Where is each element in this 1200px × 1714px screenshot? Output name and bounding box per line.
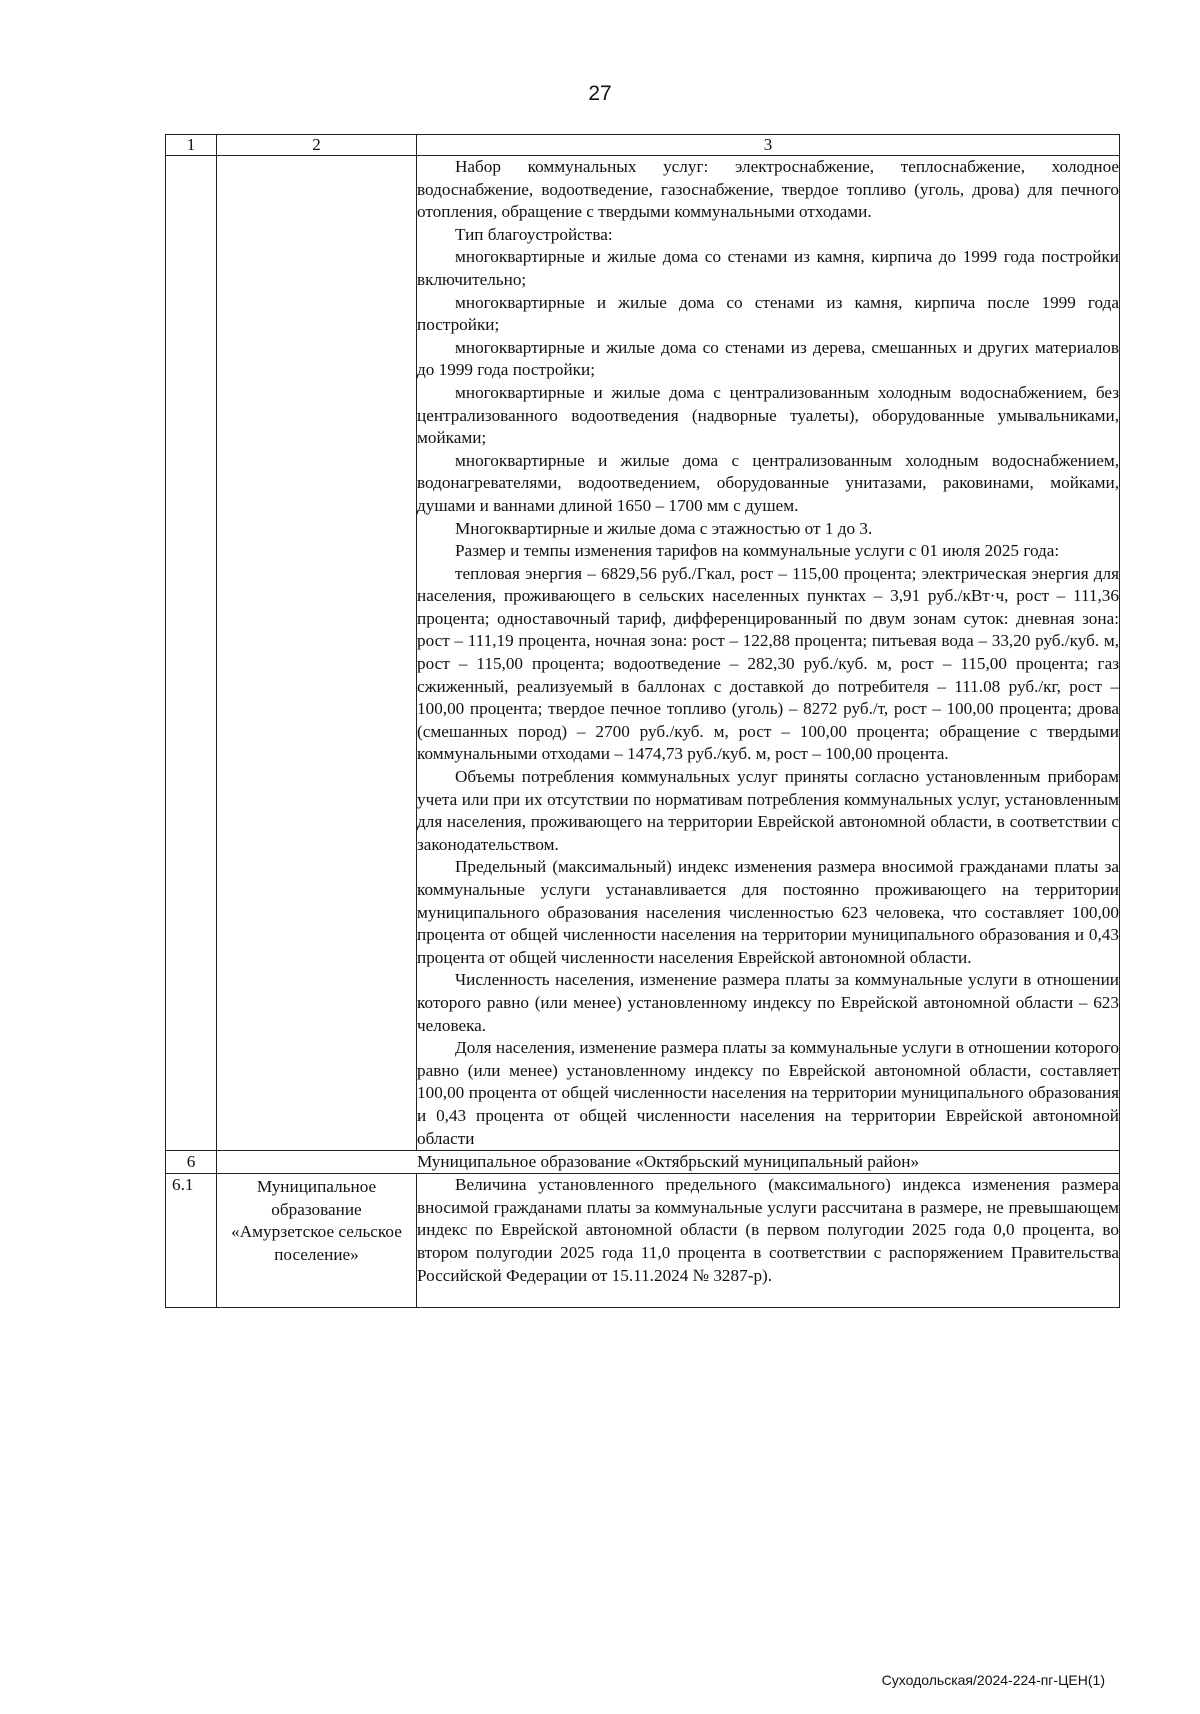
paragraph-consumption-volumes: Объемы потребления коммунальных услуг приняты согласно установленным приборам учета или при их отсутствии по нормативам потребления коммунальных услуг, установленным для населения, проживающего на территории Еврейской автономной области, в соответствии с законодательством. [417,767,1119,854]
paragraph-index-value: Величина установленного предельного (максимального) индекса изменения размера вносимой гражданами платы за коммунальные услуги рассчитана в размере, не превышающем индекс по Еврейской автономной области (в первом полугодии 2025 года 0,0 процента, во втором полугодии 2025 года 11,0 процента в соответствии с распоряжением Правительства Российской Федерации от 15.11.2024 № 3287-р). [417,1175,1119,1285]
cell-description [417,156,1120,1151]
paragraph-storeys: Многоквартирные и жилые дома с этажностью от 1 до 3. [455,518,873,538]
section-row [166,1151,1120,1174]
cell-number [166,156,217,1151]
paragraph-tariff-values: тепловая энергия – 6829,56 руб./Гкал, рост – 115,00 процента; электрическая энергия для населения, проживающего в сельских населенных пунктах – 3,91 руб./кВт·ч, рост – 111,36 процента; одноставочный тариф, дифференцированный по двум зонам суток: дневная зона: рост – 111,19 процента, ночная зона: рост – 122,88 процента; питьевая вода – 33,20 руб./куб. м, рост – 115,00 процента; водоотведение – 282,30 руб./куб. м, рост – 115,00 процента; газ сжиженный, реализуемый в баллонах с доставкой до потребителя – 111.08 руб./кг, рост – 100,00 процента; твердое печное топливо (уголь) – 8272 руб./т, рост – 100,00 процента; дрова (смешанных пород) – 2700 руб./куб. м, рост – 100,00 процента; обращение с твердыми коммунальными отходами – 1474,73 руб./куб. м, рост – 100,00 процента. [417,563,1119,764]
paragraph-housing-type-3: многоквартирные и жилые дома со стенами из дерева, смешанных и других материалов до 1999 года постройки; [417,337,1119,380]
section-title: Муниципальное образование «Октябрьский муниципальный район» [217,1151,1120,1174]
paragraph-housing-type-5: многоквартирные и жилые дома с централизованным холодным водоснабжением, водонагревателями, водоотведением, оборудованные унитазами, раковинами, мойками, душами и ваннами длиной 1650 – 1700 мм с душем. [417,450,1119,515]
paragraph-housing-type-1: многоквартирные и жилые дома со стенами из камня, кирпича до 1999 года постройки включительно; [417,247,1119,289]
table-row-6-1 [166,1174,1120,1308]
table-row-continuation [166,156,1120,1151]
paragraph-housing-type-2: многоквартирные и жилые дома со стенами из камня, кирпича после 1999 года постройки; [417,292,1119,335]
table-header-row [166,135,1120,156]
paragraph-tariff-intro: Размер и темпы изменения тарифов на коммунальные услуги с 01 июля 2025 года: [455,541,1060,561]
section-number: 6 [166,1151,217,1174]
paragraph-population-share: Доля населения, изменение размера платы за коммунальные услуги в отношении которого равно (или менее) установленному индексу по Еврейской автономной области, составляет 100,00 процента от общей численности населения на территории муниципального образования и 0,43 процента от общей численности населения на территории Еврейской автономной области [417,1038,1119,1148]
row-number: 6.1 [166,1174,217,1308]
header-col-3: 3 [417,135,1120,156]
paragraph-improvement-type: Тип благоустройства: [455,224,613,244]
row-description [417,1174,1120,1308]
header-col-1: 1 [166,135,217,156]
paragraph-services: Набор коммунальных услуг: электроснабжение, теплоснабжение, холодное водоснабжение, водоотведение, газоснабжение, твердое топливо (уголь, дрова) для печного отопления, обращение с твердыми коммунальными отходами. [417,157,1119,222]
tariff-table [165,134,1120,1308]
page-number: 27 [588,82,612,105]
row-municipality-name: Муниципальное образование «Амурзетское сельское поселение» [217,1174,417,1308]
document-code: Суходольская/2024-224-пг-ЦЕН(1) [881,1672,1105,1688]
paragraph-population-count: Численность населения, изменение размера платы за коммунальные услуги в отношении которого равно (или менее) установленному индексу по Еврейской автономной области – 623 человека. [417,970,1119,1035]
header-col-2: 2 [217,135,417,156]
paragraph-housing-type-4: многоквартирные и жилые дома с централизованным холодным водоснабжением, без централизованного водоотведения (надворные туалеты), оборудованные умывальниками, мойками; [417,382,1119,448]
paragraph-max-index: Предельный (максимальный) индекс изменения размера вносимой гражданами платы за коммунальные услуги устанавливается для постоянно проживающего на территории муниципального образования населения численностью 623 человека, что составляет 100,00 процента от общей численности населения на территории муниципального образования и 0,43 процента от общей численности населения Еврейской автономной области. [417,857,1119,967]
cell-municipality [217,156,417,1151]
